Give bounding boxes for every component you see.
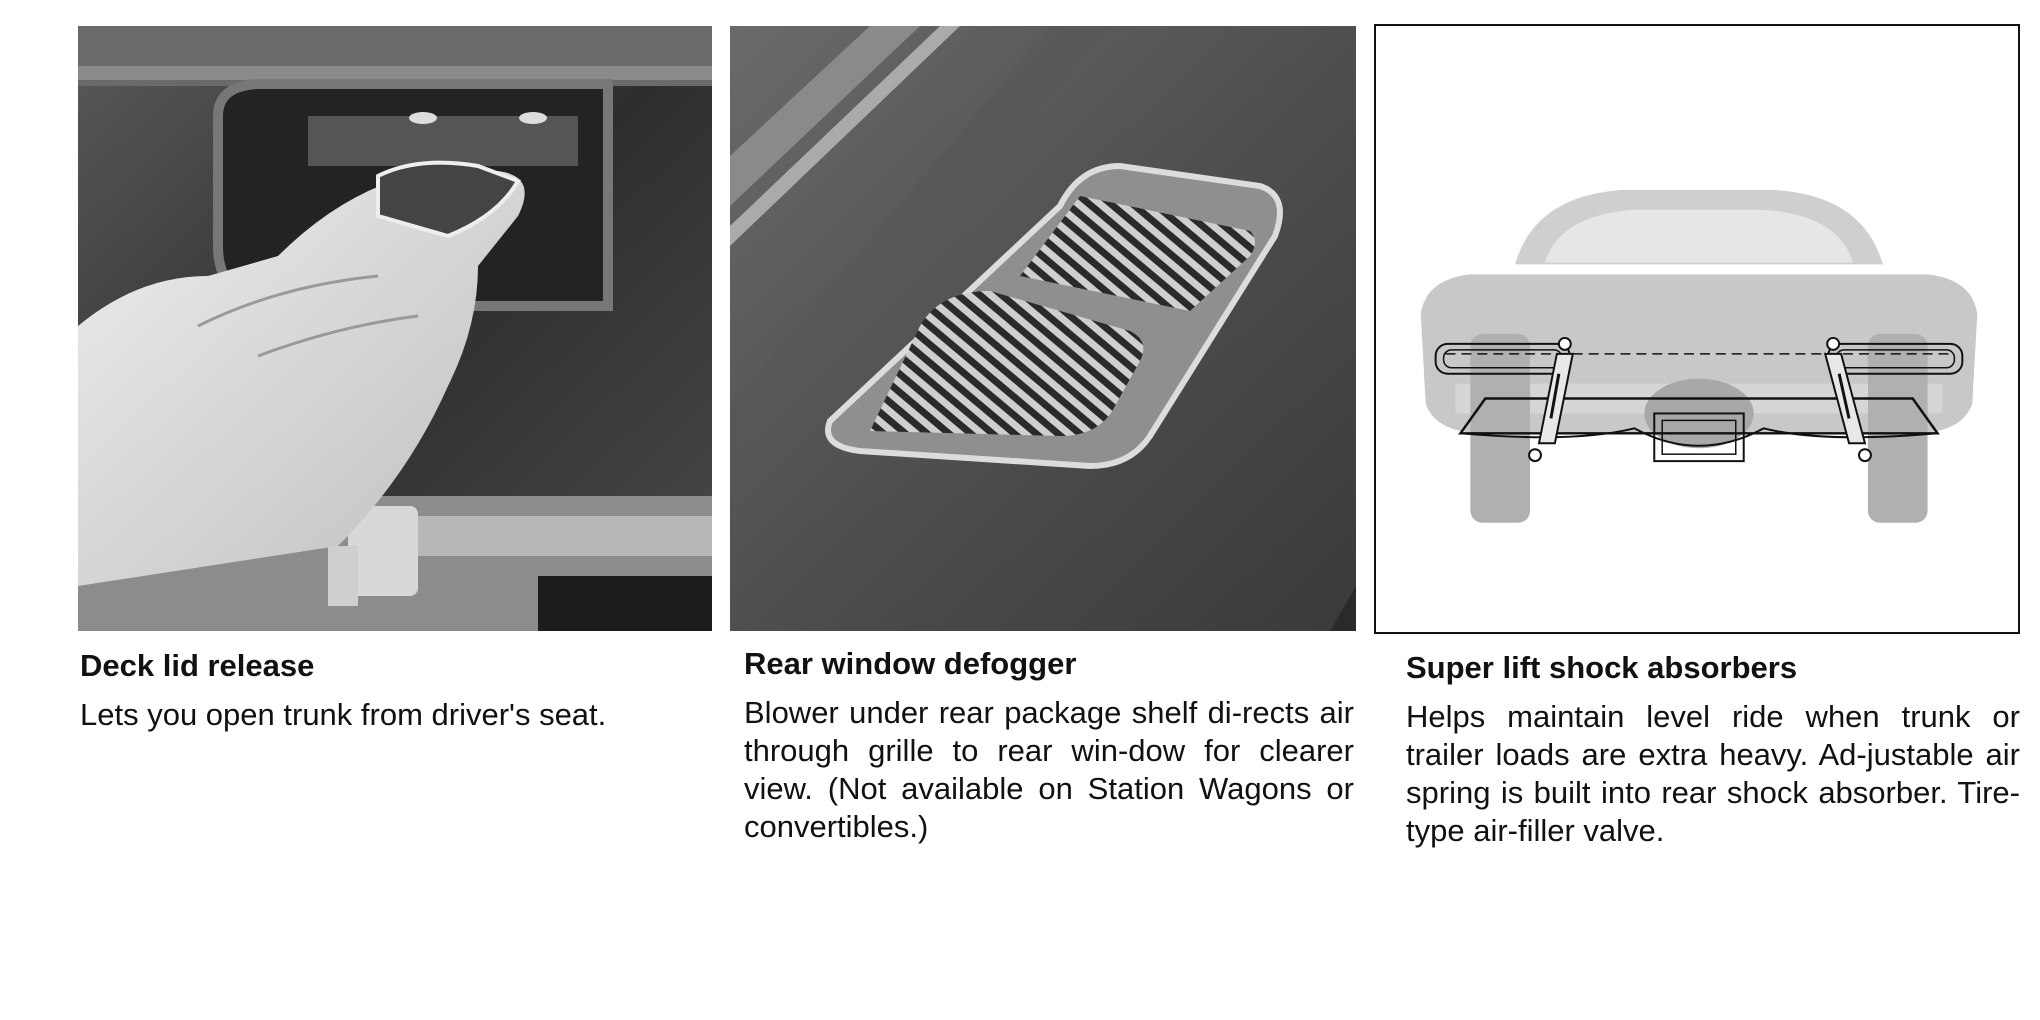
- rear-window-defogger-title: Rear window defogger: [744, 646, 1077, 681]
- car-rear-view-diagram: [1376, 26, 2018, 632]
- deck-lid-release-photo: [78, 26, 712, 631]
- deck-lid-photo-illustration: [78, 26, 712, 631]
- deck-lid-release-description: Lets you open trunk from driver's seat.: [80, 697, 607, 732]
- defogger-grille-illustration: [730, 26, 1356, 631]
- rear-window-defogger-description: Blower under rear package shelf di-rects air through grille to rear win-dow for clearer view. (Not available on Station Wagons or convertibles.): [744, 695, 1354, 844]
- rear-window-defogger-photo: [730, 26, 1356, 631]
- shock-absorber-diagram: [1374, 24, 2020, 634]
- super-lift-shock-absorbers-title: Super lift shock absorbers: [1406, 650, 1798, 685]
- super-lift-shock-absorbers-description: Helps maintain level ride when trunk or trailer loads are extra heavy. Ad-justable air spring is built into rear shock absorber. Tire-type air-filler valve.: [1406, 699, 2020, 848]
- deck-lid-release-title: Deck lid release: [80, 648, 315, 683]
